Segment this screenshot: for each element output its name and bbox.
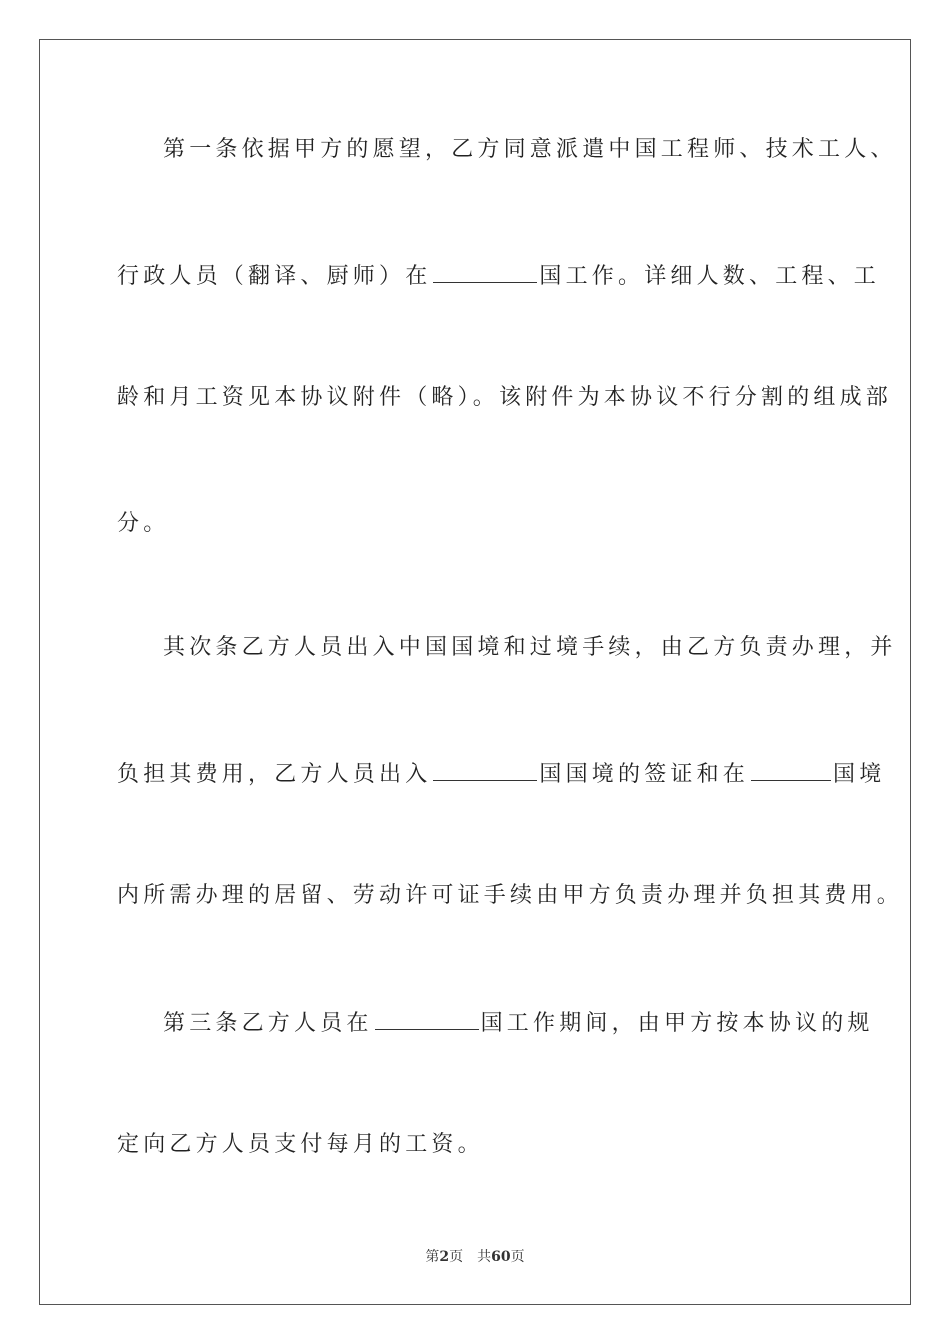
paragraph-1-line-2 [117, 260, 881, 290]
paragraph-2-line-1 [163, 633, 897, 663]
text-segment: 国工作期间，由甲方按本协议的规 [480, 1011, 874, 1036]
paragraph-3-line-1 [163, 1007, 874, 1037]
country-blank-3 [751, 758, 831, 781]
text-segment: 其次条乙方人员出入中国国境和过境手续，由乙方负责办理，并 [163, 635, 897, 660]
text-segment: 定向乙方人员支付每月的工资。 [117, 1132, 484, 1157]
paragraph-2-line-2 [117, 758, 886, 788]
paragraph-1-line-3 [117, 383, 893, 413]
paragraph-1-line-4 [117, 509, 837, 539]
total-pages: 60 [491, 1249, 511, 1265]
text-segment: 国工作。详细人数、工程、工 [539, 264, 881, 289]
page-border [39, 39, 911, 1305]
page-number: 2 [439, 1249, 450, 1265]
total-prefix: 共 [477, 1249, 492, 1265]
page-footer [0, 1246, 950, 1266]
country-blank-4 [375, 1007, 479, 1030]
text-segment: 第三条乙方人员在 [163, 1011, 373, 1036]
total-suffix: 页 [510, 1249, 525, 1265]
text-segment: 内所需办理的居留、劳动许可证手续由甲方负责办理并负担其费用。 [117, 883, 904, 908]
paragraph-1-line-1 [163, 135, 897, 165]
text-segment: 龄和月工资见本协议附件（略）。该附件为本协议不行分割的组成部 [117, 385, 893, 410]
text-segment: 第一条依据甲方的愿望，乙方同意派遣中国工程师、技术工人、 [163, 137, 897, 162]
page-suffix: 页 [449, 1249, 464, 1265]
page-prefix: 第 [425, 1249, 440, 1265]
country-blank-1 [433, 260, 537, 283]
text-segment: 国国境的签证和在 [539, 762, 750, 787]
text-segment: 分。 [117, 511, 170, 536]
paragraph-2-line-3 [117, 881, 904, 911]
text-segment: 行政人员（翻译、厨师）在 [117, 264, 432, 289]
text-segment: 负担其费用，乙方人员出入 [117, 762, 432, 787]
paragraph-3-line-2 [117, 1130, 837, 1160]
country-blank-2 [433, 758, 537, 781]
text-segment: 国境 [833, 762, 886, 787]
